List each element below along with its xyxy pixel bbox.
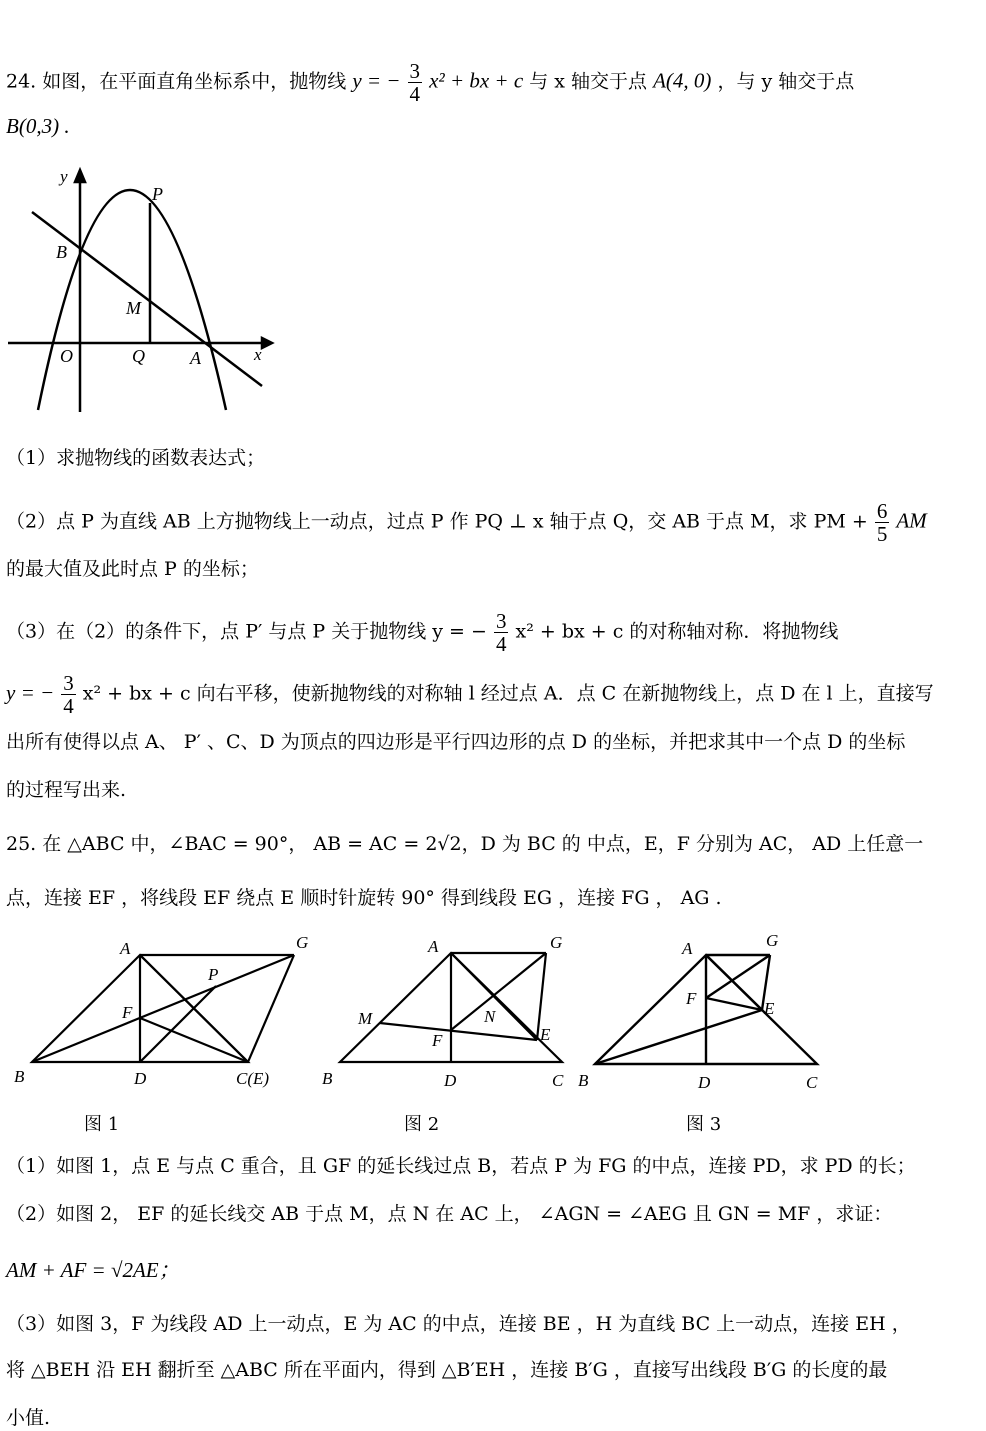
y-axis-arrow	[75, 170, 85, 182]
q24-figure	[0, 160, 280, 420]
fig3-label-f: F	[686, 989, 697, 1008]
fig2-label-e: E	[540, 1025, 551, 1044]
fig2-label-f: F	[432, 1031, 443, 1050]
q24-stem-text: 24. 如图，在平面直角坐标系中，抛物线	[6, 70, 347, 93]
q25-part1: （1）如图 1，点 E 与点 C 重合，且 GF 的延长线过点 B，若点 P 为 FG 的中点，连接 PD，求 PD 的长；	[6, 1155, 916, 1177]
fig1-label-b: B	[14, 1067, 25, 1086]
q25-stem-line2: 点，连接 EF ，将线段 EF 绕点 E 顺时针旋转 90° 得到线段 EG ，连接 FG ， AG .	[6, 887, 722, 909]
q25-part3-line1: （3）如图 3，F 为线段 AD 上一动点，E 为 AC 的中点，连接 BE ，H 为直线 BC 上一动点，连接 EH ，	[6, 1313, 911, 1335]
fig1-label-g: G	[296, 933, 309, 952]
q25-part3-line3: 小值.	[6, 1407, 51, 1429]
q24-stem-text-c: ，与 y 轴交于点	[717, 70, 855, 93]
fig3-label-d: D	[698, 1073, 711, 1092]
label-b: B	[56, 242, 67, 262]
label-x: x	[254, 345, 262, 364]
q24-part3-line3: 出所有使得以点 A、 P′ 、C、D 为顶点的四边形是平行四边形的点 D 的坐标，并把求其中一个点 D 的坐标	[6, 731, 906, 753]
q24-part2-line1: （2）点 P 为直线 AB 上方抛物线上一动点，过点 P 作 PQ ⊥ x 轴于点 Q，交 AB 于点 M，求 PM + $\frac{6}{5}$ AM	[6, 499, 927, 546]
q25-figure-1	[10, 930, 310, 1090]
q25-part3-line2: 将 △BEH 沿 EH 翻折至 △ABC 所在平面内，得到 △B′EH ，连接 B′G ，直接写出线段 B′G 的长度的最	[6, 1359, 888, 1381]
fig1-label-a: A	[120, 939, 131, 958]
fig1-label-ce: C(E)	[236, 1069, 270, 1088]
fig3-caption: 图 3	[686, 1114, 722, 1135]
fig3-label-b: B	[578, 1071, 589, 1090]
label-m: M	[126, 298, 141, 318]
q24-part2-fraction: $\frac{6}{5}$	[876, 499, 888, 546]
q24-fraction: $\frac{3}{4}$	[409, 59, 421, 106]
q24-equation-y: y = −	[352, 68, 401, 93]
label-p: P	[152, 184, 163, 204]
fig3-label-c: C	[806, 1073, 818, 1092]
fig2-label-d: D	[444, 1071, 457, 1090]
fig2-label-g: G	[550, 933, 563, 952]
fig2-label-n: N	[484, 1007, 496, 1026]
fig3-label-e: E	[764, 999, 775, 1018]
q25-part2-line1: （2）如图 2， EF 的延长线交 AB 于点 M，点 N 在 AC 上， ∠AGN = ∠AEG 且 GN = MF ，求证：	[6, 1203, 893, 1225]
label-q: Q	[132, 346, 145, 366]
fig2-label-c: C	[552, 1071, 564, 1090]
label-o: O	[60, 346, 73, 366]
label-a: A	[190, 348, 201, 368]
q25-part2-line2: AM + AF = √2AE；	[6, 1258, 180, 1282]
q25-figure-3	[576, 926, 826, 1092]
q24-stem-line1	[6, 60, 854, 105]
q24-part3-line1: （3）在（2）的条件下，点 P′ 与点 P 关于抛物线 y = − $\frac{3}{4}$ x² + bx + c 的对称轴对称．将抛物线	[6, 609, 839, 656]
q24-part2-line2: 的最大值及此时点 P 的坐标；	[6, 558, 259, 580]
q24-part3-line4: 的过程写出来.	[6, 779, 127, 801]
q24-stem-text-b: 与 x 轴交于点	[529, 70, 648, 93]
q24-equation-rest: x² + bx + c	[429, 68, 524, 93]
fig1-label-d: D	[134, 1069, 147, 1088]
x-axis-arrow	[262, 338, 272, 348]
label-y: y	[60, 167, 68, 186]
q24-point-b: B(0,3) .	[6, 114, 70, 138]
fig3-label-g: G	[766, 931, 779, 950]
fig2-label-m: M	[358, 1009, 373, 1028]
fig2-label-a: A	[428, 937, 439, 956]
fig1-caption: 图 1	[84, 1114, 120, 1135]
fig1-label-f: F	[122, 1003, 133, 1022]
fig1-label-p: P	[208, 965, 219, 984]
q25-stem-line1: 25. 在 △ABC 中，∠BAC = 90°， AB = AC = 2√2，D 为 BC 的 中点，E，F 分别为 AC， AD 上任意一	[6, 833, 924, 855]
q24-part3-line2: y = − $\frac{3}{4}$ x² + bx + c 向右平移，使新抛物线的对称轴 l 经过点 A．点 C 在新抛物线上，点 D 在 l 上，直接写	[6, 671, 934, 718]
q24-point-a: A(4, 0)	[653, 68, 712, 93]
fig2-caption: 图 2	[404, 1114, 440, 1135]
fig3-label-a: A	[682, 939, 693, 958]
q25-figure-2	[320, 930, 580, 1090]
q24-part1: （1）求抛物线的函数表达式；	[6, 447, 266, 469]
fig2-label-b: B	[322, 1069, 333, 1088]
